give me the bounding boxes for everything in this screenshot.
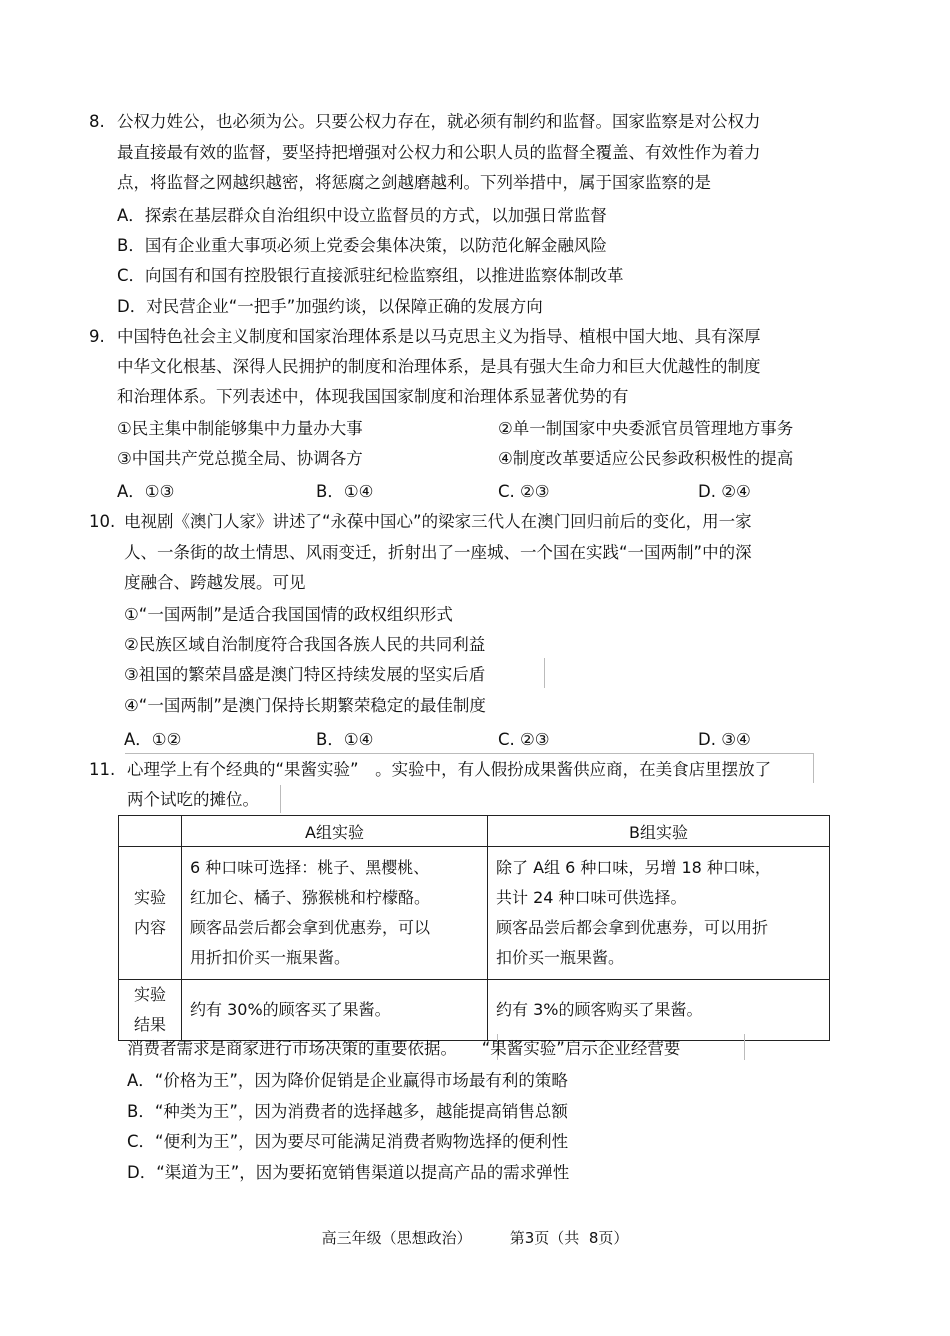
scan-artifact-line xyxy=(813,753,814,783)
q10-stem-line: 度融合、跨越发展。可见 xyxy=(124,573,306,592)
jam-experiment-table xyxy=(118,815,830,1041)
page-footer: 高三年级（思想政治） 第3页（共 8页） xyxy=(321,1229,629,1247)
q10-stem-line: 人、一条街的故土情思、风雨变迁，折射出了一座城、一个国在实践“一国两制”中的深 xyxy=(124,543,752,562)
q11-option-a: A．“价格为王”，因为降价促销是企业赢得市场最有利的策略 xyxy=(127,1071,568,1090)
q9-item-4: ④制度改革要适应公民参政积极性的提高 xyxy=(498,449,794,468)
q8-number: 8. xyxy=(89,112,105,131)
q9-stem-line: 中华文化根基、深得人民拥护的制度和治理体系，是具有强大生命力和巨大优越性的制度 xyxy=(117,357,761,376)
q9-choice-c: C. ②③ xyxy=(498,482,550,501)
q10-stem-line: 电视剧《澳门人家》讲述了“永葆中国心”的梁家三代人在澳门回归前后的变化，用一家 xyxy=(124,512,752,531)
q10-item-3: ③祖国的繁荣昌盛是澳门特区持续发展的坚实后盾 xyxy=(124,665,486,684)
cell-a-content: 6 种口味可选择：桃子、黑樱桃、 红加仑、橘子、猕猴桃和柠檬酪。 顾客品尝后都会拿到优惠券，可以 用折扣价买一瓶果酱。 xyxy=(182,847,488,980)
q9-number: 9. xyxy=(89,327,105,346)
q10-item-2: ②民族区域自治制度符合我国各族人民的共同利益 xyxy=(124,635,486,654)
cell-b-content: 除了 A组 6 种口味，另增 18 种口味， 共计 24 种口味可供选择。 顾客品尝后都会拿到优惠券，可以用折 扣价买一瓶果酱。 xyxy=(488,847,830,980)
q11-after-text: 消费者需求是商家进行市场决策的重要依据。 “果酱实验”启示企业经营要 xyxy=(127,1039,681,1058)
table-header-b: B组实验 xyxy=(488,816,830,847)
scan-artifact-line xyxy=(744,1034,745,1060)
q8-option-c: C．向国有和国有控股银行直接派驻纪检监察组，以推进监察体制改革 xyxy=(117,266,624,285)
cell-a-result: 约有 30%的顾客买了果酱。 xyxy=(182,980,488,1041)
q9-item-1: ①民主集中制能够集中力量办大事 xyxy=(117,419,363,438)
q11-stem-line: 心理学上有个经典的“果酱实验” 。实验中，有人假扮成果酱供应商，在美食店里摆放了 xyxy=(127,760,772,779)
q8-stem-line: 公权力姓公，也必须为公。只要公权力存在，就必须有制约和监督。国家监察是对公权力 xyxy=(117,112,761,131)
q9-item-3: ③中国共产党总揽全局、协调各方 xyxy=(117,449,363,468)
q9-item-2: ②单一制国家中央委派官员管理地方事务 xyxy=(498,419,794,438)
q9-stem-line: 中国特色社会主义制度和国家治理体系是以马克思主义为指导、植根中国大地、具有深厚 xyxy=(117,327,761,346)
q8-option-a: A．探索在基层群众自治组织中设立监督员的方式，以加强日常监督 xyxy=(117,206,607,225)
cell-b-result: 约有 3%的顾客购买了果酱。 xyxy=(488,980,830,1041)
scan-artifact-line xyxy=(544,658,545,688)
q8-option-b: B．国有企业重大事项必须上党委会集体决策，以防范化解金融风险 xyxy=(117,236,607,255)
scan-artifact-line xyxy=(280,785,281,813)
q10-number: 10. xyxy=(89,512,116,531)
q11-option-b: B．“种类为王”，因为消费者的选择越多，越能提高销售总额 xyxy=(127,1102,568,1121)
q10-choice-b: B．①④ xyxy=(316,730,374,749)
scan-artifact-line xyxy=(125,753,813,754)
q10-choice-c: C. ②③ xyxy=(498,730,550,749)
q9-stem-line: 和治理体系。下列表述中，体现我国国家制度和治理体系显著优势的有 xyxy=(117,387,629,406)
q11-number: 11. xyxy=(89,760,116,779)
q10-item-4: ④“一国两制”是澳门保持长期繁荣稳定的最佳制度 xyxy=(124,696,486,715)
table-row xyxy=(119,847,830,980)
q11-option-d: D．“渠道为王”，因为要拓宽销售渠道以提高产品的需求弹性 xyxy=(127,1163,570,1182)
q10-choice-a: A．①② xyxy=(124,730,182,749)
table-corner-cell xyxy=(119,816,182,847)
q11-stem-line: 两个试吃的摊位。 xyxy=(127,790,259,809)
q10-item-1: ①“一国两制”是适合我国国情的政权组织形式 xyxy=(124,605,453,624)
q9-choice-a: A．①③ xyxy=(117,482,175,501)
table-header-row xyxy=(119,816,830,847)
q11-option-c: C．“便利为王”，因为要尽可能满足消费者购物选择的便利性 xyxy=(127,1132,569,1151)
table-header-a: A组实验 xyxy=(182,816,488,847)
q9-choice-d: D. ②④ xyxy=(698,482,751,501)
q8-stem-line: 最直接最有效的监督，要坚持把增强对公权力和公职人员的监督全覆盖、有效性作为着力 xyxy=(117,143,761,162)
q8-option-d: D．对民营企业“一把手”加强约谈，以保障正确的发展方向 xyxy=(117,297,543,316)
q8-stem-line: 点，将监督之网越织越密，将惩腐之剑越磨越利。下列举措中，属于国家监察的是 xyxy=(117,173,711,192)
row-label-content: 实验 内容 xyxy=(119,847,182,980)
table-row xyxy=(119,980,830,1041)
q9-choice-b: B．①④ xyxy=(316,482,374,501)
q10-choice-d: D. ③④ xyxy=(698,730,751,749)
row-label-result: 实验 结果 xyxy=(119,980,182,1041)
